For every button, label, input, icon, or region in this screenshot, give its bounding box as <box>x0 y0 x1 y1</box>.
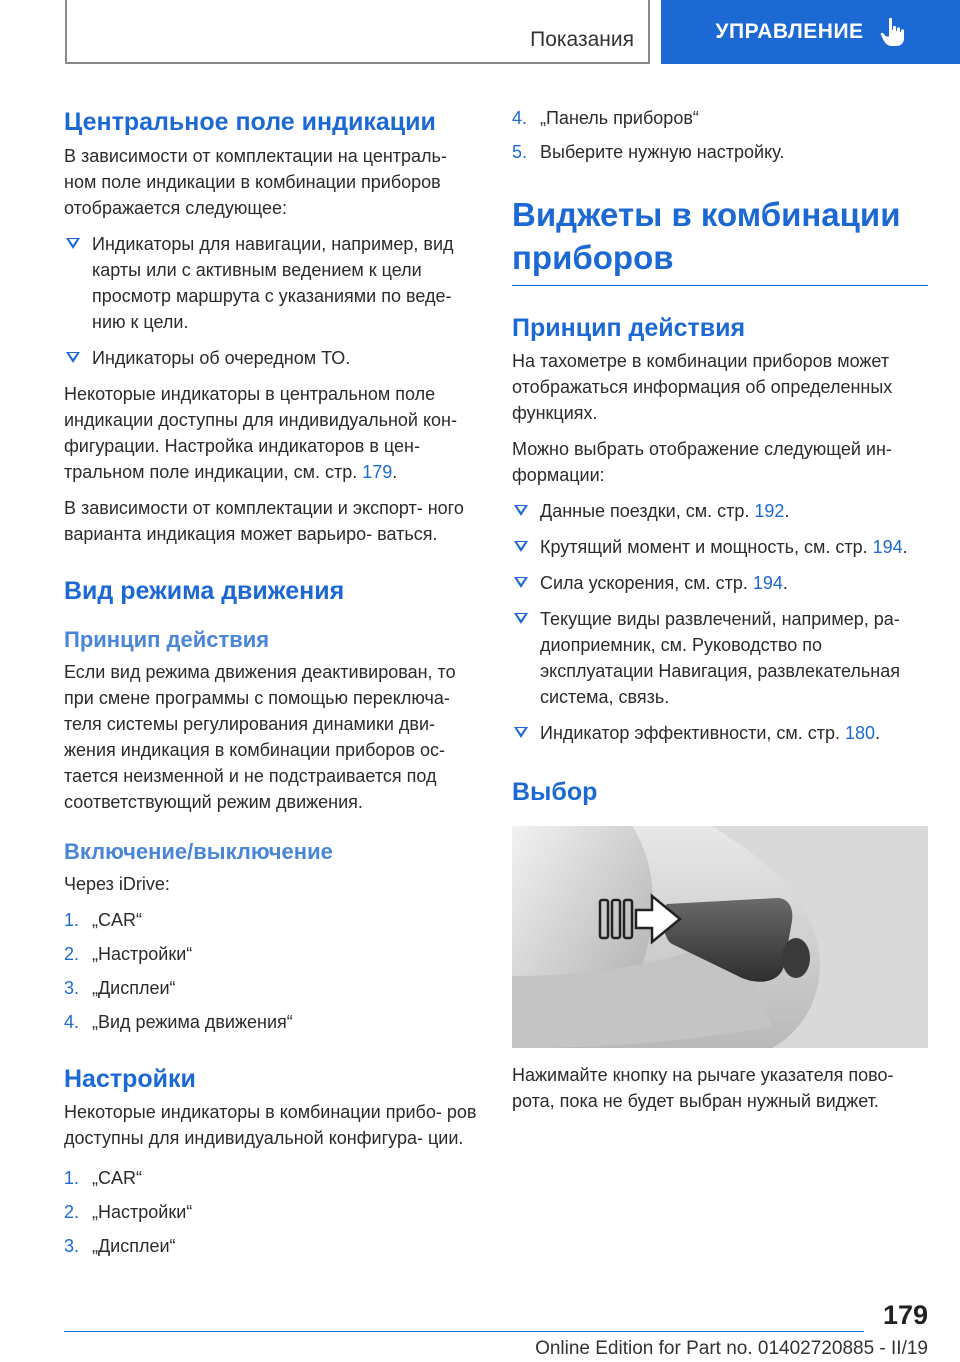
widgets-bullets <box>512 498 928 746</box>
section-title-widgets: Виджеты в комбинации приборов <box>512 196 901 276</box>
page-link[interactable]: 192 <box>754 501 785 521</box>
list-item: Индикаторы для навигации, например, вид карты или с активным ведением к цели просмотр маршрута с указаниями по веде- нию к цели. <box>64 231 479 335</box>
section-title-central-field: Центральное поле индикации <box>64 108 436 136</box>
page-link[interactable]: 179 <box>362 462 393 482</box>
list-item: 4. „Панель приборов“ <box>512 108 699 128</box>
header-divider-left <box>65 0 67 64</box>
list-item: Данные поездки, см. стр. 192. <box>512 498 928 524</box>
list-item: 4. „Вид режима движения“ <box>64 1012 293 1032</box>
lever-figure-graphic <box>512 826 928 1048</box>
list-item: 3. „Дисплеи“ <box>64 978 176 998</box>
page-number: 179 <box>882 1300 928 1330</box>
bullet-triangle-icon <box>514 505 528 516</box>
subsection-title-onoff: Включение/выключение <box>64 839 333 864</box>
section-title-selection: Выбор <box>512 778 598 806</box>
section-title-drive-mode: Вид режима движения <box>64 577 345 605</box>
central-field-intro: В зависимости от комплектации на централь- ном поле индикации в комбинации приборов отображается следующее: <box>64 146 447 218</box>
list-item: 5. Выберите нужную настройку. <box>512 142 785 162</box>
list-item: Индикаторы об очередном ТО. <box>64 345 479 371</box>
section-tab[interactable] <box>661 0 960 64</box>
page-link[interactable]: 194 <box>752 573 783 593</box>
page-link[interactable]: 180 <box>845 723 876 743</box>
list-item: Сила ускорения, см. стр. 194. <box>512 570 928 596</box>
figure-caption: Нажимайте кнопку на рычаге указателя пово- рота, пока не будет выбран нужный виджет. <box>512 1065 894 1111</box>
settings-steps-continued <box>512 105 928 165</box>
drive-mode-principle-text: Если вид режима движения деактивирован, то при смене программы с помощью переключа- теля системы регулирования динамики дви- жения индикация в комбинации приборов ос- тается неизменной и не подстраивается под соответствующий режим движения. <box>64 662 456 812</box>
bullet-triangle-icon <box>514 541 528 552</box>
footer-rule <box>64 1331 864 1332</box>
central-field-bullets <box>64 231 479 371</box>
page-link[interactable]: 194 <box>872 537 903 557</box>
edition-note: Online Edition for Part no. 01402720885 - II/19 <box>535 1338 928 1359</box>
list-item: 2. „Настройки“ <box>64 1202 193 1222</box>
list-item: Индикатор эффективности, см. стр. 180. <box>512 720 928 746</box>
section-tab-label: УПРАВЛЕНИЕ <box>715 20 864 43</box>
list-item: 1. „CAR“ <box>64 910 142 930</box>
drive-mode-steps <box>64 907 479 1035</box>
header-underline <box>65 62 650 64</box>
list-item: Текущие виды развлечений, например, ра- диоприемник, см. Руководство по эксплуатации Навигация, развлекательная система, связь. <box>512 606 928 710</box>
onoff-intro: Через iDrive: <box>64 874 170 894</box>
bullet-triangle-icon <box>514 577 528 588</box>
list-item: Крутящий момент и мощность, см. стр. 194. <box>512 534 928 560</box>
list-item: 3. „Дисплеи“ <box>64 1236 176 1256</box>
central-field-variant-note: В зависимости от комплектации и экспорт- ного варианта индикация может варьиро- ваться. <box>64 498 464 544</box>
bullet-triangle-icon <box>66 352 80 363</box>
section-title-settings: Настройки <box>64 1065 196 1093</box>
bullet-triangle-icon <box>66 238 80 249</box>
settings-steps <box>64 1165 479 1259</box>
turn-signal-lever-button-illustration <box>512 826 928 1048</box>
subsection-title-widgets-principle: Принцип действия <box>512 314 746 342</box>
pointing-hand-icon <box>880 17 906 47</box>
right-column <box>512 98 928 1114</box>
chapter-title: Показания <box>530 28 634 51</box>
left-column <box>64 98 479 1259</box>
header-divider-right <box>648 0 650 64</box>
settings-text: Некоторые индикаторы в комбинации прибо- ров доступны для индивидуальной конфигура- ции. <box>64 1102 477 1148</box>
subsection-title-principle: Принцип действия <box>64 627 270 652</box>
list-item: 2. „Настройки“ <box>64 944 193 964</box>
bullet-triangle-icon <box>514 727 528 738</box>
bullet-triangle-icon <box>514 613 528 624</box>
list-item: 1. „CAR“ <box>64 1168 142 1188</box>
central-field-paragraph: Некоторые индикаторы в центральном поле индикации доступны для индивидуальной кон- фигурации. Настройка индикаторов в цен- тральном поле индикации, см. стр. 179. <box>64 384 457 482</box>
widgets-choice-text: Можно выбрать отображение следующей ин- формации: <box>512 439 892 485</box>
widgets-principle-text: На тахометре в комбинации приборов может отображаться информация об определенных функциях. <box>512 351 893 423</box>
heading-rule <box>512 285 928 286</box>
